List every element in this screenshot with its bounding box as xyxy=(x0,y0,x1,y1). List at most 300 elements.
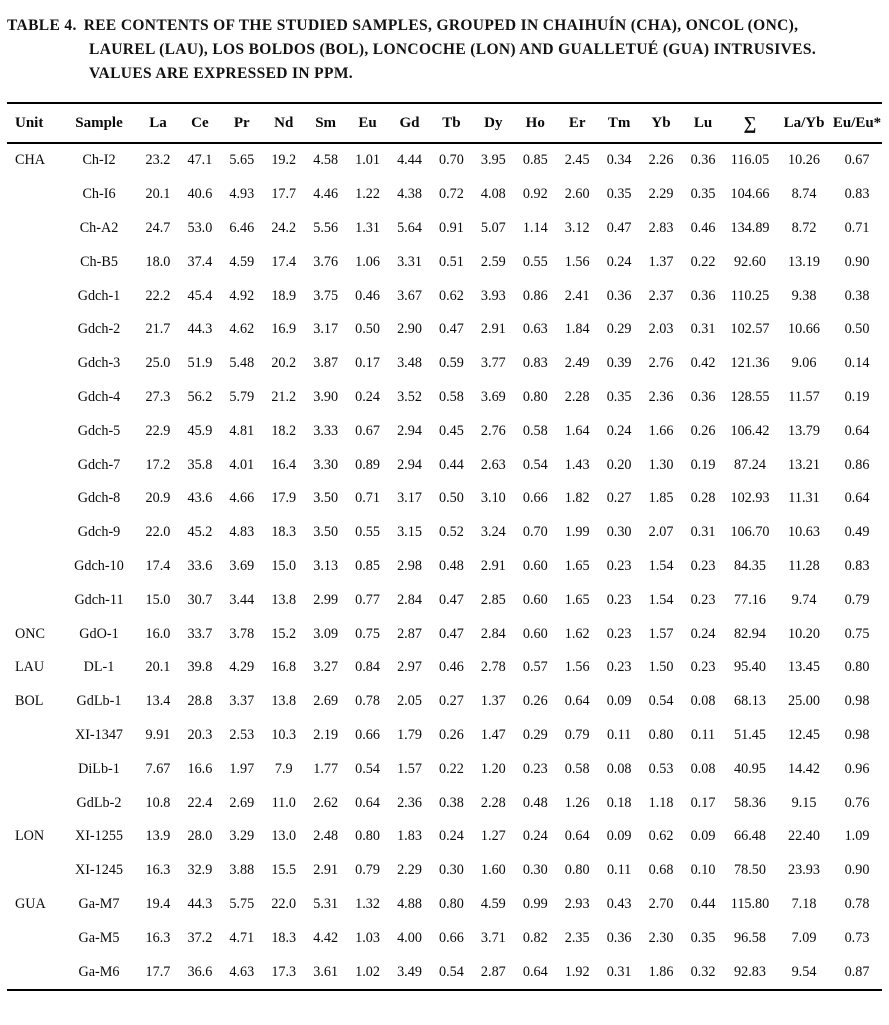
value-cell: 0.55 xyxy=(355,524,380,541)
value-cell: 4.01 xyxy=(229,456,255,473)
value-cell: 1.82 xyxy=(564,490,590,507)
sample-cell: DL-1 xyxy=(83,659,115,676)
unit-cell xyxy=(7,719,61,753)
column-header-ho: Ho xyxy=(525,114,545,131)
unit-cell xyxy=(7,347,61,381)
value-cell: 2.69 xyxy=(313,693,339,710)
value-cell: 0.92 xyxy=(522,186,548,203)
value-cell: 3.24 xyxy=(480,524,506,541)
value-cell: 0.64 xyxy=(355,794,380,811)
caption-line-1 xyxy=(7,14,882,38)
unit-cell xyxy=(7,482,61,516)
value-cell: 0.54 xyxy=(648,693,674,710)
value-cell: 0.24 xyxy=(522,828,548,845)
table-row xyxy=(7,516,882,550)
value-cell: 0.85 xyxy=(522,152,548,169)
value-cell: 66.48 xyxy=(734,828,766,845)
value-cell: 11.28 xyxy=(788,557,820,574)
value-cell: 0.60 xyxy=(522,557,548,574)
value-cell: 2.62 xyxy=(313,794,339,811)
value-cell: 0.60 xyxy=(522,591,548,608)
value-cell: 2.59 xyxy=(480,253,506,270)
value-cell: 7.09 xyxy=(791,929,817,946)
value-cell: 0.36 xyxy=(606,287,632,304)
value-cell: 0.59 xyxy=(439,355,464,372)
table-row xyxy=(7,482,882,516)
value-cell: 0.23 xyxy=(606,625,632,642)
value-cell: 16.4 xyxy=(271,456,297,473)
unit-cell: CHA xyxy=(15,152,45,169)
value-cell: 22.0 xyxy=(271,895,297,912)
sample-cell: Gdch-9 xyxy=(77,524,121,541)
sample-cell: Gdch-3 xyxy=(77,355,121,372)
column-header-eu: Eu xyxy=(358,114,377,131)
value-cell: 28.8 xyxy=(187,693,213,710)
value-cell: 77.16 xyxy=(734,591,766,608)
value-cell: 0.47 xyxy=(439,591,464,608)
value-cell: 0.23 xyxy=(606,557,632,574)
unit-cell xyxy=(7,448,61,482)
value-cell: 0.19 xyxy=(690,456,716,473)
value-cell: 45.4 xyxy=(187,287,213,304)
value-cell: 0.79 xyxy=(355,862,380,879)
value-cell: 104.66 xyxy=(730,186,770,203)
value-cell: 0.90 xyxy=(844,862,870,879)
value-cell: 4.59 xyxy=(480,895,506,912)
value-cell: 1.02 xyxy=(355,963,380,980)
value-cell: 32.9 xyxy=(187,862,213,879)
value-cell: 11.57 xyxy=(788,388,820,405)
value-cell: 24.2 xyxy=(271,219,297,236)
value-cell: 106.70 xyxy=(730,524,770,541)
table-row xyxy=(7,414,882,448)
value-cell: 1.62 xyxy=(564,625,590,642)
value-cell: 0.54 xyxy=(439,963,464,980)
sample-cell: Gdch-1 xyxy=(77,287,121,304)
value-cell: 1.03 xyxy=(355,929,380,946)
value-cell: 1.30 xyxy=(648,456,674,473)
value-cell: 0.24 xyxy=(355,388,380,405)
unit-cell: GUA xyxy=(15,895,46,912)
value-cell: 1.83 xyxy=(397,828,422,845)
value-cell: 0.28 xyxy=(690,490,716,507)
value-cell: 0.35 xyxy=(606,186,632,203)
value-cell: 12.45 xyxy=(788,726,820,743)
value-cell: 121.36 xyxy=(730,355,770,372)
value-cell: 5.48 xyxy=(229,355,255,372)
value-cell: 0.46 xyxy=(439,659,464,676)
value-cell: 3.27 xyxy=(313,659,339,676)
value-cell: 4.83 xyxy=(229,524,255,541)
value-cell: 0.47 xyxy=(439,625,464,642)
unit-cell xyxy=(7,583,61,617)
value-cell: 3.50 xyxy=(313,524,339,541)
value-cell: 40.6 xyxy=(187,186,213,203)
value-cell: 3.71 xyxy=(480,929,506,946)
value-cell: 13.0 xyxy=(271,828,297,845)
value-cell: 13.8 xyxy=(271,591,297,608)
value-cell: 3.75 xyxy=(313,287,339,304)
value-cell: 2.84 xyxy=(480,625,506,642)
sample-cell: Ga-M6 xyxy=(78,963,120,980)
table-row xyxy=(7,786,882,820)
value-cell: 128.55 xyxy=(730,388,770,405)
value-cell: 1.79 xyxy=(397,726,422,743)
value-cell: 37.2 xyxy=(187,929,213,946)
value-cell: 21.2 xyxy=(271,388,297,405)
table-header xyxy=(7,103,882,143)
table-row xyxy=(7,212,882,246)
value-cell: 20.2 xyxy=(271,355,297,372)
value-cell: 56.2 xyxy=(187,388,213,405)
value-cell: 0.24 xyxy=(606,422,632,439)
sample-cell: Ch-I6 xyxy=(82,186,116,203)
value-cell: 0.98 xyxy=(844,693,870,710)
value-cell: 92.83 xyxy=(734,963,766,980)
value-cell: 0.38 xyxy=(844,287,870,304)
value-cell: 4.92 xyxy=(229,287,255,304)
value-cell: 0.31 xyxy=(690,321,716,338)
value-cell: 3.87 xyxy=(313,355,339,372)
value-cell: 2.28 xyxy=(564,388,590,405)
value-cell: 0.57 xyxy=(522,659,548,676)
column-header-gd: Gd xyxy=(399,114,420,131)
value-cell: 0.23 xyxy=(690,557,716,574)
sample-cell: Gdch-2 xyxy=(77,321,121,338)
value-cell: 2.36 xyxy=(648,388,674,405)
value-cell: 1.84 xyxy=(564,321,590,338)
sample-cell: GdLb-2 xyxy=(76,794,122,811)
value-cell: 0.85 xyxy=(355,557,380,574)
value-cell: 0.36 xyxy=(606,929,632,946)
value-cell: 20.1 xyxy=(145,186,171,203)
value-cell: 7.67 xyxy=(145,760,171,777)
value-cell: 3.95 xyxy=(480,152,506,169)
value-cell: 1.99 xyxy=(564,524,590,541)
value-cell: 30.7 xyxy=(187,591,213,608)
sample-cell: GdO-1 xyxy=(79,625,119,642)
value-cell: 1.85 xyxy=(648,490,674,507)
ree-data-table xyxy=(7,102,882,991)
value-cell: 1.37 xyxy=(648,253,674,270)
column-header-yb: Yb xyxy=(651,114,671,131)
table-row xyxy=(7,854,882,888)
value-cell: 0.35 xyxy=(690,186,716,203)
value-cell: 11.0 xyxy=(271,794,296,811)
value-cell: 2.63 xyxy=(480,456,506,473)
value-cell: 11.31 xyxy=(788,490,820,507)
table-row xyxy=(7,245,882,279)
value-cell: 39.8 xyxy=(187,659,213,676)
unit-cell xyxy=(7,955,61,990)
value-cell: 1.56 xyxy=(564,659,590,676)
value-cell: 1.32 xyxy=(355,895,380,912)
value-cell: 25.00 xyxy=(788,693,820,710)
value-cell: 19.2 xyxy=(271,152,297,169)
value-cell: 0.54 xyxy=(522,456,548,473)
column-header-sample: Sample xyxy=(75,114,123,131)
value-cell: 2.53 xyxy=(229,726,255,743)
unit-cell xyxy=(7,245,61,279)
column-header-tm: Tm xyxy=(607,114,631,131)
table-row xyxy=(7,178,882,212)
value-cell: 95.40 xyxy=(734,659,766,676)
value-cell: 4.59 xyxy=(229,253,255,270)
value-cell: 23.93 xyxy=(788,862,820,879)
caption-table-number: TABLE 4. xyxy=(7,17,77,34)
value-cell: 0.46 xyxy=(355,287,380,304)
value-cell: 7.18 xyxy=(791,895,817,912)
value-cell: 0.64 xyxy=(522,963,548,980)
table-row xyxy=(7,583,882,617)
sample-cell: Ch-A2 xyxy=(79,219,119,236)
value-cell: 22.0 xyxy=(145,524,171,541)
value-cell: 0.80 xyxy=(844,659,870,676)
table-row xyxy=(7,752,882,786)
value-cell: 0.46 xyxy=(690,219,716,236)
value-cell: 3.69 xyxy=(480,388,506,405)
value-cell: 15.2 xyxy=(271,625,297,642)
value-cell: 96.58 xyxy=(734,929,766,946)
table-row xyxy=(7,651,882,685)
value-cell: 87.24 xyxy=(734,456,766,473)
value-cell: 2.85 xyxy=(480,591,506,608)
value-cell: 0.62 xyxy=(648,828,674,845)
sample-cell: DiLb-1 xyxy=(78,760,120,777)
value-cell: 0.99 xyxy=(522,895,548,912)
value-cell: 0.24 xyxy=(439,828,464,845)
value-cell: 0.52 xyxy=(439,524,464,541)
value-cell: 3.52 xyxy=(397,388,422,405)
value-cell: 0.29 xyxy=(606,321,632,338)
value-cell: 0.89 xyxy=(355,456,380,473)
value-cell: 0.32 xyxy=(690,963,716,980)
value-cell: 1.77 xyxy=(313,760,339,777)
value-cell: 8.74 xyxy=(791,186,817,203)
unit-cell xyxy=(7,279,61,313)
value-cell: 2.94 xyxy=(397,456,422,473)
value-cell: 13.45 xyxy=(788,659,820,676)
value-cell: 0.09 xyxy=(606,693,632,710)
sample-cell: Ga-M7 xyxy=(78,895,120,912)
value-cell: 3.13 xyxy=(313,557,339,574)
value-cell: 2.94 xyxy=(397,422,422,439)
value-cell: 18.2 xyxy=(271,422,297,439)
value-cell: 2.30 xyxy=(648,929,674,946)
value-cell: 0.66 xyxy=(439,929,464,946)
value-cell: 40.95 xyxy=(734,760,766,777)
value-cell: 6.46 xyxy=(229,219,255,236)
value-cell: 0.78 xyxy=(844,895,870,912)
value-cell: 5.79 xyxy=(229,388,255,405)
value-cell: 0.64 xyxy=(844,490,870,507)
value-cell: 2.03 xyxy=(648,321,674,338)
value-cell: 0.51 xyxy=(439,253,464,270)
value-cell: 0.27 xyxy=(606,490,632,507)
value-cell: 0.64 xyxy=(564,828,590,845)
value-cell: 78.50 xyxy=(734,862,766,879)
table-row xyxy=(7,381,882,415)
unit-cell xyxy=(7,414,61,448)
unit-cell: BOL xyxy=(15,693,44,710)
table-row xyxy=(7,448,882,482)
unit-cell xyxy=(7,854,61,888)
caption-text-1: REE CONTENTS OF THE STUDIED SAMPLES, GROUPED IN CHAIHUÍN (CHA), ONCOL (ONC), xyxy=(83,17,799,34)
column-header-pr: Pr xyxy=(233,114,250,131)
value-cell: 3.17 xyxy=(397,490,422,507)
value-cell: 0.80 xyxy=(522,388,548,405)
value-cell: 4.66 xyxy=(229,490,255,507)
value-cell: 1.43 xyxy=(564,456,590,473)
value-cell: 44.3 xyxy=(187,321,213,338)
value-cell: 13.19 xyxy=(788,253,820,270)
value-cell: 2.87 xyxy=(480,963,506,980)
value-cell: 0.10 xyxy=(690,862,716,879)
value-cell: 0.31 xyxy=(690,524,716,541)
value-cell: 2.28 xyxy=(480,794,506,811)
value-cell: 17.4 xyxy=(271,253,297,270)
column-header-lu: Lu xyxy=(693,114,713,131)
value-cell: 1.65 xyxy=(564,557,590,574)
value-cell: 2.35 xyxy=(564,929,590,946)
value-cell: 2.91 xyxy=(313,862,339,879)
column-header-tb: Tb xyxy=(442,114,461,131)
value-cell: 1.66 xyxy=(648,422,674,439)
value-cell: 1.86 xyxy=(648,963,674,980)
unit-cell xyxy=(7,550,61,584)
value-cell: 4.63 xyxy=(229,963,255,980)
value-cell: 18.3 xyxy=(271,929,297,946)
value-cell: 0.47 xyxy=(606,219,632,236)
value-cell: 0.19 xyxy=(844,388,870,405)
value-cell: 0.26 xyxy=(439,726,464,743)
value-cell: 0.58 xyxy=(564,760,590,777)
unit-cell xyxy=(7,921,61,955)
value-cell: 0.50 xyxy=(844,321,870,338)
value-cell: 0.75 xyxy=(355,625,380,642)
value-cell: 2.76 xyxy=(480,422,506,439)
value-cell: 19.4 xyxy=(145,895,171,912)
value-cell: 1.09 xyxy=(844,828,870,845)
value-cell: 0.91 xyxy=(439,219,464,236)
value-cell: 1.57 xyxy=(648,625,674,642)
value-cell: 1.57 xyxy=(397,760,422,777)
value-cell: 25.0 xyxy=(145,355,171,372)
value-cell: 110.25 xyxy=(730,287,770,304)
value-cell: 3.15 xyxy=(397,524,422,541)
value-cell: 3.33 xyxy=(313,422,339,439)
value-cell: 8.72 xyxy=(791,219,817,236)
value-cell: 0.63 xyxy=(522,321,548,338)
value-cell: 0.86 xyxy=(522,287,548,304)
value-cell: 134.89 xyxy=(730,219,770,236)
column-header-unit: Unit xyxy=(15,114,44,131)
value-cell: 16.6 xyxy=(187,760,213,777)
value-cell: 4.93 xyxy=(229,186,255,203)
value-cell: 0.22 xyxy=(439,760,464,777)
value-cell: 17.3 xyxy=(271,963,297,980)
value-cell: 22.2 xyxy=(145,287,171,304)
caption-text-2: LAUREL (LAU), LOS BOLDOS (BOL), LONCOCHE (LON) AND GUALLETUÉ (GUA) INTRUSIVES. xyxy=(89,41,817,58)
value-cell: 3.12 xyxy=(564,219,590,236)
value-cell: 9.74 xyxy=(791,591,817,608)
header-row xyxy=(7,103,882,143)
value-cell: 4.46 xyxy=(313,186,339,203)
sample-cell: Gdch-11 xyxy=(74,591,124,608)
value-cell: 0.09 xyxy=(606,828,632,845)
value-cell: 3.30 xyxy=(313,456,339,473)
value-cell: 0.77 xyxy=(355,591,380,608)
value-cell: 33.6 xyxy=(187,557,213,574)
value-cell: 4.38 xyxy=(397,186,422,203)
value-cell: 2.41 xyxy=(564,287,590,304)
value-cell: 0.48 xyxy=(522,794,548,811)
value-cell: 2.84 xyxy=(397,591,422,608)
value-cell: 9.38 xyxy=(791,287,817,304)
value-cell: 0.08 xyxy=(606,760,632,777)
column-header-: ∑ xyxy=(743,112,757,133)
value-cell: 4.62 xyxy=(229,321,255,338)
value-cell: 24.7 xyxy=(145,219,171,236)
table-row xyxy=(7,617,882,651)
table-row xyxy=(7,685,882,719)
table-row xyxy=(7,143,882,178)
value-cell: 14.42 xyxy=(788,760,820,777)
value-cell: 28.0 xyxy=(187,828,213,845)
value-cell: 3.50 xyxy=(313,490,339,507)
value-cell: 0.66 xyxy=(522,490,548,507)
value-cell: 3.37 xyxy=(229,693,255,710)
value-cell: 15.5 xyxy=(271,862,297,879)
value-cell: 17.7 xyxy=(145,963,171,980)
value-cell: 21.7 xyxy=(145,321,171,338)
value-cell: 4.42 xyxy=(313,929,339,946)
value-cell: 2.99 xyxy=(313,591,339,608)
value-cell: 36.6 xyxy=(187,963,213,980)
value-cell: 0.62 xyxy=(439,287,464,304)
table-row xyxy=(7,313,882,347)
value-cell: 2.97 xyxy=(397,659,422,676)
value-cell: 0.64 xyxy=(564,693,590,710)
unit-cell: ONC xyxy=(15,625,45,642)
value-cell: 2.48 xyxy=(313,828,339,845)
value-cell: 51.45 xyxy=(734,726,766,743)
value-cell: 0.80 xyxy=(355,828,380,845)
unit-cell xyxy=(7,178,61,212)
value-cell: 106.42 xyxy=(730,422,770,439)
value-cell: 3.78 xyxy=(229,625,255,642)
value-cell: 0.23 xyxy=(606,659,632,676)
table-row xyxy=(7,347,882,381)
value-cell: 1.56 xyxy=(564,253,590,270)
value-cell: 5.64 xyxy=(397,219,422,236)
value-cell: 16.9 xyxy=(271,321,297,338)
unit-cell xyxy=(7,212,61,246)
value-cell: 2.98 xyxy=(397,557,422,574)
value-cell: 16.8 xyxy=(271,659,297,676)
sample-cell: Gdch-8 xyxy=(77,490,121,507)
value-cell: 27.3 xyxy=(145,388,171,405)
value-cell: 2.29 xyxy=(648,186,674,203)
value-cell: 0.70 xyxy=(522,524,548,541)
value-cell: 53.0 xyxy=(187,219,213,236)
column-header-la: La xyxy=(149,114,167,131)
value-cell: 2.60 xyxy=(564,186,590,203)
value-cell: 0.14 xyxy=(844,355,870,372)
column-header-er: Er xyxy=(568,114,586,131)
value-cell: 3.49 xyxy=(397,963,422,980)
value-cell: 3.61 xyxy=(313,963,339,980)
